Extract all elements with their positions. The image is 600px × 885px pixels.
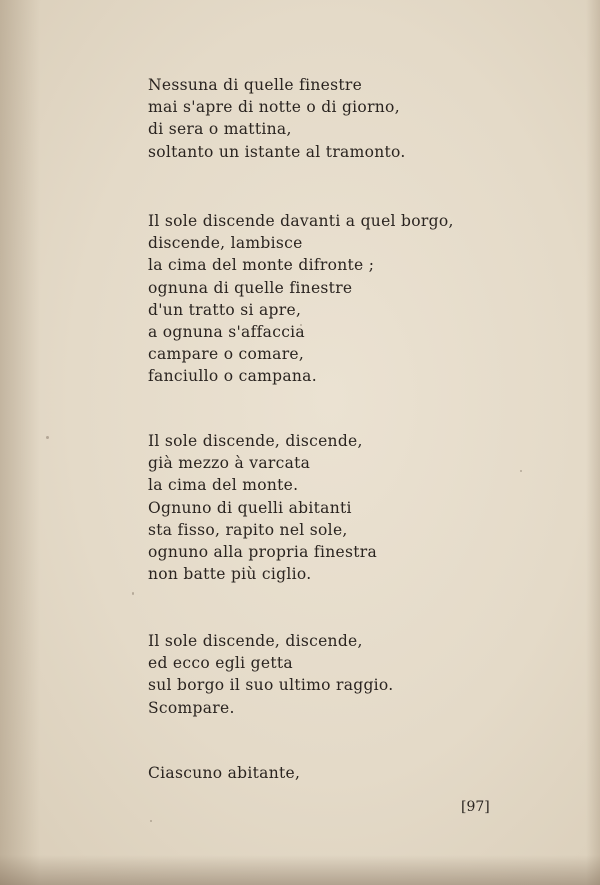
paper-speck: [150, 820, 152, 822]
poem-line: di sera o mattina,: [148, 120, 292, 139]
stanza-5: [148, 762, 300, 784]
paper-speck: [520, 470, 522, 472]
poem-line: la cima del monte difronte ;: [148, 256, 375, 275]
poem-line: discende, lambisce: [148, 234, 303, 253]
poem-line: d'un tratto si apre,: [148, 300, 302, 319]
poem-line: ognuno alla propria finestra: [148, 542, 377, 561]
paper-speck: [46, 436, 49, 439]
gutter-shadow: [0, 0, 40, 885]
poem-line: non batte più ciglio.: [148, 565, 312, 584]
poem-line: ed ecco egli getta: [148, 654, 293, 673]
poem-line: Il sole discende, discende,: [148, 432, 363, 450]
poem-line: già mezzo à varcata: [148, 454, 311, 473]
poem-line: campare o comare,: [148, 345, 305, 364]
edge-shadow: [586, 0, 600, 885]
poem-line: Ognuno di quelli abitanti: [148, 498, 352, 517]
stanza-2: [148, 210, 454, 388]
paper-speck: [132, 592, 134, 595]
poem-line: sta fisso, rapito nel sole,: [148, 520, 348, 539]
bottom-edge-shadow: [0, 855, 600, 885]
poem-line: mai s'apre di notte o di giorno,: [148, 98, 400, 117]
poem-line: Nessuna di quelle finestre: [148, 76, 363, 94]
poem-line: Il sole discende davanti a quel borgo,: [148, 212, 454, 230]
poem-line: soltanto un istante al tramonto.: [148, 142, 406, 161]
poem-line: Ciascuno abitante,: [148, 764, 301, 782]
stanza-1: [148, 74, 406, 163]
poem-line: a ognuna s'affaccia: [148, 322, 305, 341]
poem-line: Il sole discende, discende,: [148, 632, 363, 650]
stanza-4: [148, 630, 394, 719]
poem-line: ognuna di quelle finestre: [148, 278, 353, 297]
poem-line: sul borgo il suo ultimo raggio.: [148, 676, 394, 695]
poem-line: Scompare.: [148, 698, 235, 717]
poem-line: fanciullo o campana.: [148, 367, 317, 386]
page-number: [97]: [461, 799, 490, 815]
poem-line: la cima del monte.: [148, 476, 299, 495]
stanza-3: [148, 430, 377, 585]
